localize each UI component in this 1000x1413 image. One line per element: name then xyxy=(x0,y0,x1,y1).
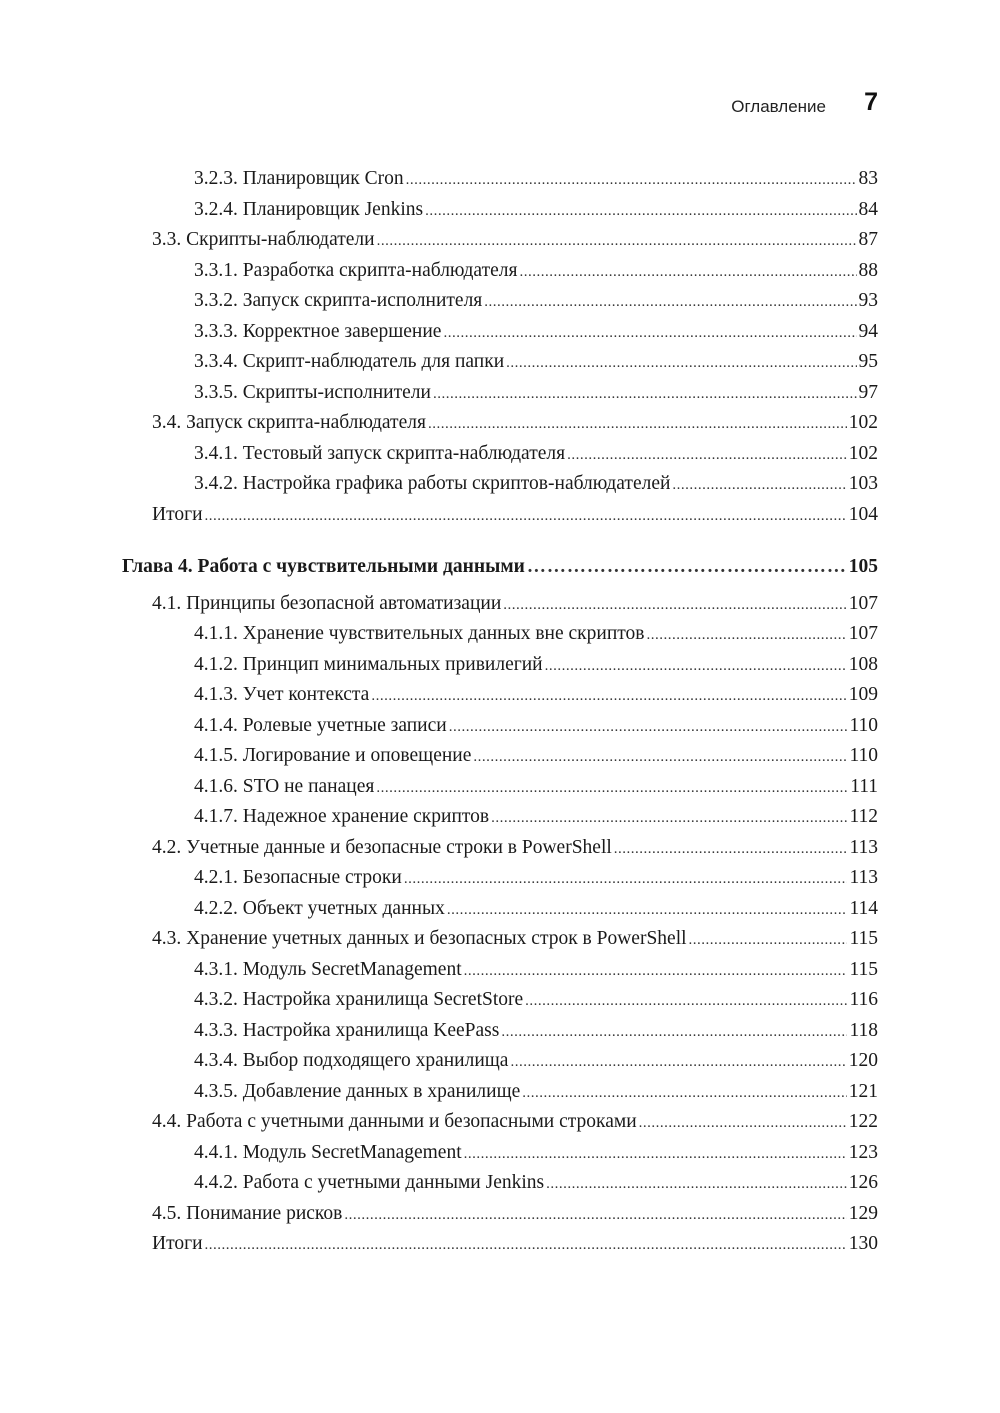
toc-entry[interactable] xyxy=(194,711,878,742)
toc-entry-page: 126 xyxy=(848,1172,878,1193)
toc-entry[interactable] xyxy=(152,1107,878,1138)
toc-entry-title: 4.1.3. Учет контекста xyxy=(194,684,370,705)
dot-leader xyxy=(404,863,848,895)
toc-entry-page: 88 xyxy=(858,259,878,281)
running-header-title: Оглавление xyxy=(731,97,826,116)
toc-entry-page: 95 xyxy=(858,351,878,372)
toc-entry[interactable] xyxy=(194,894,878,925)
toc-entry[interactable] xyxy=(194,772,878,803)
toc-entry-title: 3.3.5. Скрипты-исполнители xyxy=(194,381,431,403)
dot-leader xyxy=(510,1046,846,1078)
dot-leader xyxy=(449,711,848,743)
dot-leader xyxy=(527,552,847,583)
toc-entry-title: 4.1.5. Логирование и оповещение xyxy=(194,745,472,766)
toc-entry[interactable] xyxy=(194,1077,878,1108)
toc-entry-page: 109 xyxy=(848,684,878,705)
toc-entry-page: 93 xyxy=(858,290,878,311)
toc-entry-title: 3.2.4. Планировщик Jenkins xyxy=(194,198,424,220)
toc-entry-title: 3.3.3. Корректное завершение xyxy=(194,320,442,342)
toc-entry-title: 4.3.2. Настройка хранилища SecretStore xyxy=(194,989,524,1010)
toc-entry-title: 3.4.2. Настройка графика работы скриптов-наблюдателей xyxy=(194,473,671,494)
toc-entry-title: 4.5. Понимание рисков xyxy=(152,1202,343,1224)
dot-leader xyxy=(506,347,856,379)
toc-entry-page: 87 xyxy=(858,229,878,250)
dot-leader xyxy=(484,286,856,318)
toc-entry[interactable] xyxy=(194,650,878,681)
dot-leader xyxy=(491,802,847,834)
toc-entry-page: 112 xyxy=(849,806,878,827)
toc-entry[interactable] xyxy=(194,680,878,711)
toc-entry-title: 4.1.6. STO не панацея xyxy=(194,775,375,797)
dot-leader xyxy=(464,1138,847,1170)
toc-entry[interactable] xyxy=(152,1199,878,1230)
toc-entry-title: 4.3.1. Модуль SecretManagement xyxy=(194,958,462,980)
toc-entry[interactable] xyxy=(194,955,878,986)
toc-entry-title: 3.3.1. Разработка скрипта-наблюдателя xyxy=(194,259,518,281)
running-header xyxy=(0,88,1000,124)
toc-entry-page: 130 xyxy=(848,1233,878,1254)
toc-entry-title: 4.2. Учетные данные и безопасные строки в PowerShell xyxy=(152,836,612,858)
toc-entry-title: 4.1.7. Надежное хранение скриптов xyxy=(194,806,490,827)
toc-entry[interactable] xyxy=(194,802,878,833)
toc-entry[interactable] xyxy=(194,378,878,409)
dot-leader xyxy=(425,195,856,227)
toc-entry-page: 120 xyxy=(848,1050,878,1071)
toc-entry[interactable] xyxy=(194,317,878,348)
dot-leader xyxy=(519,256,856,288)
dot-leader xyxy=(639,1107,847,1139)
toc-entry-page: 110 xyxy=(849,745,878,766)
toc-entry-title: Итоги xyxy=(152,503,203,525)
dot-leader xyxy=(371,680,846,712)
toc-entry[interactable] xyxy=(194,863,878,894)
toc-entry-page: 116 xyxy=(849,989,878,1010)
toc-entry[interactable] xyxy=(152,408,878,439)
toc-entry-page: 107 xyxy=(848,592,878,614)
toc-entry-title: 3.3.4. Скрипт-наблюдатель для папки xyxy=(194,351,505,372)
page-number: 7 xyxy=(864,88,878,116)
toc-entry-page: 94 xyxy=(858,320,878,342)
toc-entry-title: 4.1.4. Ролевые учетные записи xyxy=(194,714,447,736)
toc-entry-title: 4.3.4. Выбор подходящего хранилища xyxy=(194,1050,509,1071)
toc-entry-title: 4.2.1. Безопасные строки xyxy=(194,867,402,888)
dot-leader xyxy=(614,833,848,865)
toc-entry[interactable] xyxy=(194,439,878,470)
toc-entry[interactable] xyxy=(152,225,878,256)
dot-leader xyxy=(443,317,856,349)
dot-leader xyxy=(344,1199,846,1231)
toc-entry-title: 3.4.1. Тестовый запуск скрипта-наблюдателя xyxy=(194,442,566,464)
toc-entry-page: 121 xyxy=(848,1080,878,1102)
dot-leader xyxy=(433,378,857,410)
toc-entry[interactable] xyxy=(194,469,878,500)
toc-entry[interactable] xyxy=(194,741,878,772)
toc-entry-page: 102 xyxy=(848,412,878,433)
toc-entry[interactable] xyxy=(152,833,878,864)
toc-entry-page: 115 xyxy=(849,928,878,949)
toc-entry-page: 114 xyxy=(849,897,878,919)
toc-entry[interactable] xyxy=(194,256,878,287)
toc-entry-title: 4.3.5. Добавление данных в хранилище xyxy=(194,1080,521,1102)
dot-leader xyxy=(503,589,847,621)
dot-leader xyxy=(205,1229,847,1261)
dot-leader xyxy=(464,955,848,987)
toc-entry[interactable] xyxy=(152,500,878,531)
toc-entry-page: 129 xyxy=(848,1202,878,1224)
dot-leader xyxy=(377,225,857,257)
toc-entry-page: 104 xyxy=(848,503,878,525)
toc-entry[interactable] xyxy=(194,1046,878,1077)
toc-entry[interactable] xyxy=(194,347,878,378)
toc-entry[interactable] xyxy=(194,619,878,650)
toc-entry-page: 103 xyxy=(848,473,878,494)
toc-entry[interactable] xyxy=(152,924,878,955)
toc-entry-page: 97 xyxy=(858,381,878,403)
dot-leader xyxy=(545,650,847,682)
dot-leader xyxy=(646,619,846,651)
toc-entry-page: 105 xyxy=(848,556,878,577)
dot-leader xyxy=(501,1016,847,1048)
toc-entry[interactable] xyxy=(194,1168,878,1199)
toc-entry-page: 108 xyxy=(848,653,878,675)
toc-entry-page: 102 xyxy=(848,442,878,464)
toc-entry-page: 83 xyxy=(858,168,878,189)
toc-entry-title: 3.3. Скрипты-наблюдатели xyxy=(152,229,375,250)
dot-leader xyxy=(546,1168,847,1200)
toc-entry-title: Глава 4. Работа с чувствительными данными xyxy=(122,556,525,577)
toc-entry-page: 84 xyxy=(858,198,878,220)
dot-leader xyxy=(205,500,847,532)
toc-entry[interactable] xyxy=(194,195,878,226)
toc-entry-title: Итоги xyxy=(152,1233,203,1254)
toc-entry[interactable] xyxy=(194,286,878,317)
toc-entry-title: 3.3.2. Запуск скрипта-исполнителя xyxy=(194,290,483,311)
toc-entry-title: 4.4.1. Модуль SecretManagement xyxy=(194,1141,462,1163)
toc-entry-title: 3.2.3. Планировщик Cron xyxy=(194,168,404,189)
toc-entry-page: 115 xyxy=(849,958,878,980)
toc-chapter-entry[interactable] xyxy=(122,552,878,583)
toc-entry-page: 123 xyxy=(848,1141,878,1163)
toc-entry-title: 4.3. Хранение учетных данных и безопасных строк в PowerShell xyxy=(152,928,687,949)
toc-entry[interactable] xyxy=(152,589,878,620)
dot-leader xyxy=(672,469,846,501)
toc-entry-title: 3.4. Запуск скрипта-наблюдателя xyxy=(152,412,426,433)
toc-entry[interactable] xyxy=(194,1016,878,1047)
toc-entry-page: 113 xyxy=(849,836,878,858)
toc-entry-title: 4.3.3. Настройка хранилища KeePass xyxy=(194,1019,500,1041)
dot-leader xyxy=(567,439,847,471)
toc-entry-title: 4.1. Принципы безопасной автоматизации xyxy=(152,592,502,614)
toc-entry-title: 4.4. Работа с учетными данными и безопасными строками xyxy=(152,1111,637,1132)
toc-entry-title: 4.1.2. Принцип минимальных привилегий xyxy=(194,653,543,675)
dot-leader xyxy=(525,985,847,1017)
toc-entry-page: 113 xyxy=(849,867,878,888)
toc-entry-page: 118 xyxy=(849,1019,878,1041)
dot-leader xyxy=(689,924,848,956)
toc-entry-page: 110 xyxy=(849,714,878,736)
toc-entry-title: 4.4.2. Работа с учетными данными Jenkins xyxy=(194,1172,545,1193)
toc-entry-page: 111 xyxy=(850,775,878,797)
dot-leader xyxy=(447,894,848,926)
table-of-contents xyxy=(0,164,1000,1260)
toc-entry[interactable] xyxy=(194,164,878,195)
toc-entry[interactable] xyxy=(194,985,878,1016)
dot-leader xyxy=(376,772,848,804)
toc-entry-page: 122 xyxy=(848,1111,878,1132)
toc-entry-title: 4.1.1. Хранение чувствительных данных вне скриптов xyxy=(194,623,645,644)
dot-leader xyxy=(522,1077,847,1109)
dot-leader xyxy=(428,408,847,440)
toc-entry[interactable] xyxy=(194,1138,878,1169)
dot-leader xyxy=(406,164,857,196)
toc-entry[interactable] xyxy=(152,1229,878,1260)
dot-leader xyxy=(473,741,847,773)
toc-entry-page: 107 xyxy=(848,623,878,644)
toc-entry-title: 4.2.2. Объект учетных данных xyxy=(194,897,445,919)
